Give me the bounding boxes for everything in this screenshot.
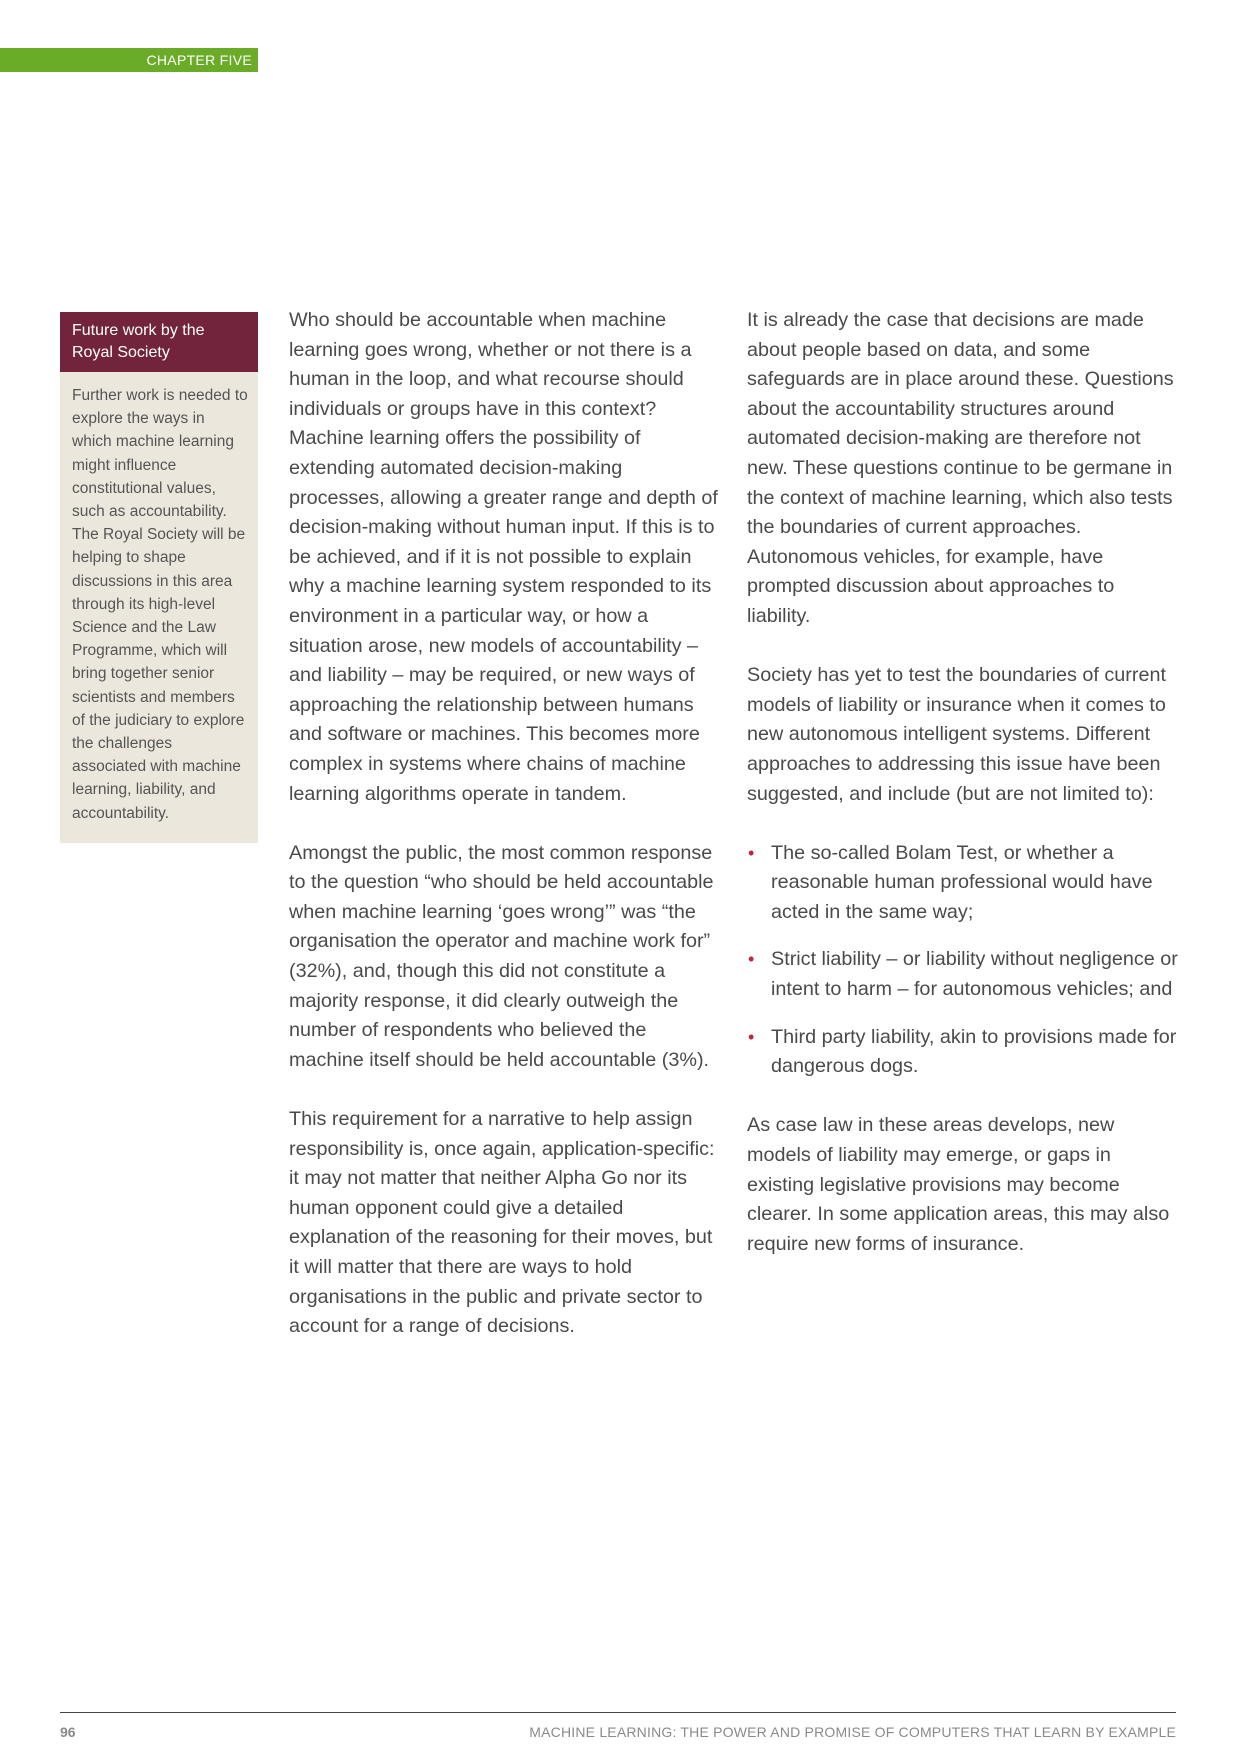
bullet-icon: • xyxy=(748,949,755,970)
chapter-label: CHAPTER FIVE xyxy=(0,48,258,72)
bullet-icon: • xyxy=(748,1026,755,1047)
body-paragraph: This requirement for a narrative to help assign responsibility is, once again, application-specific: it may not matter that neither Alpha Go nor its human opponent could give a detailed explanation of the reasoning for their moves, but it will matter that there are ways to hold organisations in the public and private sector to account for a range of decisions. xyxy=(289,1108,715,1338)
bullet-item xyxy=(747,945,1181,1004)
body-paragraph: Society has yet to test the boundaries of current models of liability or insurance when it comes to new autonomous intelligent systems. Different approaches to addressing this issue have been suggested, and include (but are not limited to): xyxy=(747,664,1166,805)
bullet-text: Strict liability – or liability without negligence or intent to harm – for autonomous vehicles; and xyxy=(771,948,1178,1001)
footer-divider xyxy=(60,1712,1176,1713)
bullet-text: The so-called Bolam Test, or whether a reasonable human professional would have acted in the same way; xyxy=(771,841,1153,923)
bullet-item xyxy=(747,1023,1181,1082)
sidebar-title: Future work by the Royal Society xyxy=(60,312,258,372)
bullet-icon: • xyxy=(748,842,755,863)
body-paragraph: As case law in these areas develops, new models of liability may emerge, or gaps in existing legislative provisions may become clearer. In some application areas, this may also require new forms of insurance. xyxy=(747,1114,1170,1255)
running-title: MACHINE LEARNING: THE POWER AND PROMISE OF COMPUTERS THAT LEARN BY EXAMPLE xyxy=(529,1724,1176,1740)
body-paragraph: Amongst the public, the most common response to the question “who should be held accountable when machine learning ‘goes wrong’” was “the organisation the operator and machine work for” (32%), and, though this did not constitute a majority response, it did clearly outweigh the number of respondents who believed the machine itself should be held accountable (3%). xyxy=(289,841,714,1071)
left-column xyxy=(289,306,721,1371)
sidebar-box xyxy=(60,312,258,843)
bullet-list xyxy=(747,839,1181,1082)
bullet-text: Third party liability, akin to provisions made for dangerous dogs. xyxy=(771,1025,1177,1078)
sidebar-body: Further work is needed to explore the ways in which machine learning might influence constitutional values, such as accountability. The Royal Society will be helping to shape discussions in this area through its high-level Science and the Law Programme, which will bring together senior scientists and members of the judiciary to explore the challenges associated with machine learning, liability, and accountability. xyxy=(60,372,258,843)
bullet-item xyxy=(747,839,1181,928)
body-paragraph: Who should be accountable when machine learning goes wrong, whether or not there is a human in the loop, and what recourse should individuals or groups have in this context? Machine learning offers the possibility of extending automated decision-making processes, allowing a greater range and depth of decision-making without human input. If this is to be achieved, and if it is not possible to explain why a machine learning system responded to its environment in a particular way, or how a situation arose, new models of accountability – and liability – may be required, or new ways of approaching the relationship between humans and software or machines. This becomes more complex in systems where chains of machine learning algorithms operate in tandem. xyxy=(289,309,718,805)
right-column xyxy=(747,306,1181,1289)
body-paragraph: It is already the case that decisions are made about people based on data, and some safeguards are in place around these. Questions about the accountability structures around automated decision-making are therefore not new. These questions continue to be germane in the context of machine learning, which also tests the boundaries of current approaches. Autonomous vehicles, for example, have prompted discussion about approaches to liability. xyxy=(747,309,1174,627)
page-number: 96 xyxy=(60,1724,76,1740)
